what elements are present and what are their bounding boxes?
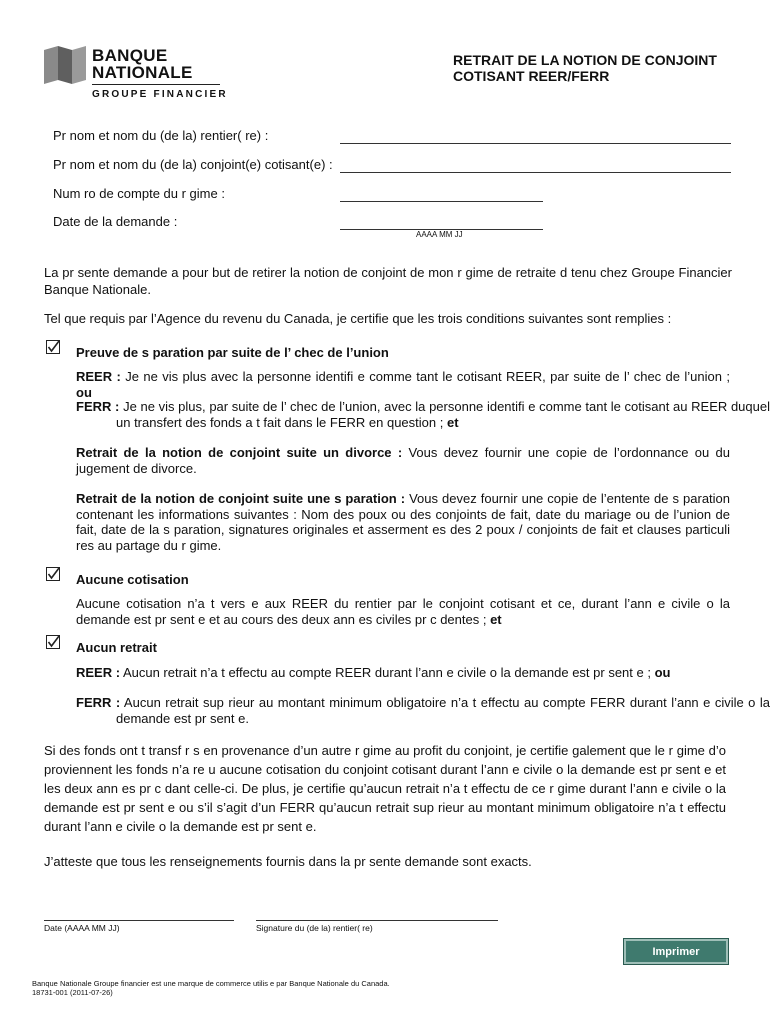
plan-number-label: Num ro de compte du r gime : bbox=[53, 186, 225, 201]
separation-heading: Preuve de s paration par suite de l’ chec de l’union bbox=[76, 345, 389, 360]
no-contribution-heading: Aucune cotisation bbox=[76, 572, 189, 587]
attestation-text: J’atteste que tous les renseignements fournis dans la pr sente demande sont exacts. bbox=[44, 854, 532, 869]
brand-name-line2: NATIONALE bbox=[92, 63, 193, 82]
brand-divider bbox=[92, 84, 220, 85]
transfer-paragraph: Si des fonds ont t transf r s en provenance d’un autre r gime au profit du conjoint, je certifie galement que le r gime d’o proviennent les fonds n’a re u aucune cotisation du conjoint cotisant durant l’ann e civile o la demande est pr sent e et les deux ann es pr c dant celle-ci. De plus, je certifie qu’aucun retrait n’a t effectu de ce r gime durant l’ann e civile o la demande est pr sent e ou s’il s’agit d’un FERR qu’aucun retrait sup rieur au montant minimum obligatoire n’a t effectu durant l’ann e civile o la demande est pr sent e. bbox=[44, 743, 726, 834]
separation-checkbox[interactable] bbox=[46, 340, 60, 354]
no-withdrawal-ferr-text: FERR : Aucun retrait sup rieur au montant minimum obligatoire n’a t effectu au compte FERR durant l’ann e civile o la demande est pr sent e. bbox=[76, 695, 770, 726]
request-date-label: Date de la demande : bbox=[53, 214, 178, 229]
separation-reer-text: REER : Je ne vis plus avec la personne identifi e comme tant le cotisant REER, par suite de l’ chec de l’union ; ou bbox=[76, 369, 730, 400]
print-button[interactable]: Imprimer bbox=[624, 939, 728, 964]
date-format-hint: AAAA MM JJ bbox=[416, 230, 463, 239]
no-withdrawal-reer-text: REER : Aucun retrait n’a t effectu au compte REER durant l’ann e civile o la demande est pr sent e ; ou bbox=[76, 665, 671, 680]
brand-subtitle: GROUPE FINANCIER bbox=[92, 89, 228, 100]
plan-number-field[interactable] bbox=[340, 201, 543, 202]
brand-name-line1: BANQUE bbox=[92, 46, 168, 65]
annuitant-signature-label: Signature du (de la) rentier( re) bbox=[256, 923, 373, 933]
date-signature-label: Date (AAAA MM JJ) bbox=[44, 923, 120, 933]
separation-agreement-text: Retrait de la notion de conjoint suite une s paration : Vous devez fournir une copie de l’entente de s paration contenant les informations suivantes : Nom des poux ou des conjoints de fait, date du mariage ou de l’union de fait, date de la s paration, signatures originales et asserment es des 2 poux / conjoints de fait et clauses particuli res au partage du r gime. bbox=[76, 491, 731, 553]
no-withdrawal-heading: Aucun retrait bbox=[76, 640, 157, 655]
divorce-text: Retrait de la notion de conjoint suite un divorce : Vous devez fournir une copie de l’ordonnance ou du jugement de divorce. bbox=[76, 445, 730, 476]
no-withdrawal-checkbox[interactable] bbox=[46, 635, 60, 649]
no-contribution-text: Aucune cotisation n’a t vers e aux REER du rentier par le conjoint cotisant et ce, durant l’ann e civile o la demande est pr sent e et au cours des deux ann es civiles pr c dentes ; et bbox=[76, 596, 730, 627]
footer-trademark: Banque Nationale Groupe financier est une marque de commerce utilis e par Banque Nationale du Canada. bbox=[32, 979, 390, 988]
spouse-name-field[interactable] bbox=[340, 172, 731, 173]
certify-paragraph: Tel que requis par l’Agence du revenu du Canada, je certifie que les trois conditions suivantes sont remplies : bbox=[44, 311, 672, 326]
annuitant-name-field[interactable] bbox=[340, 143, 731, 144]
banque-nationale-logo-icon bbox=[44, 46, 86, 84]
intro-paragraph: La pr sente demande a pour but de retirer la notion de conjoint de mon r gime de retraite d tenu chez Groupe Financier Banque Nationale. bbox=[44, 265, 732, 297]
annuitant-signature-field[interactable] bbox=[256, 920, 498, 921]
date-signature-field[interactable] bbox=[44, 920, 234, 921]
annuitant-name-label: Pr nom et nom du (de la) rentier( re) : bbox=[53, 128, 269, 143]
no-contribution-checkbox[interactable] bbox=[46, 567, 60, 581]
form-title: RETRAIT DE LA NOTION DE CONJOINT COTISANT REER/FERR bbox=[453, 52, 717, 84]
footer-form-number: 18731-001 (2011-07-26) bbox=[32, 988, 113, 997]
separation-ferr-text: FERR : Je ne vis plus, par suite de l’ chec de l’union, avec la personne identifi e comme tant le cotisant au REER duquel un transfert des fonds a t fait dans le FERR en question ; et bbox=[76, 399, 770, 430]
spouse-name-label: Pr nom et nom du (de la) conjoint(e) cotisant(e) : bbox=[53, 157, 333, 172]
